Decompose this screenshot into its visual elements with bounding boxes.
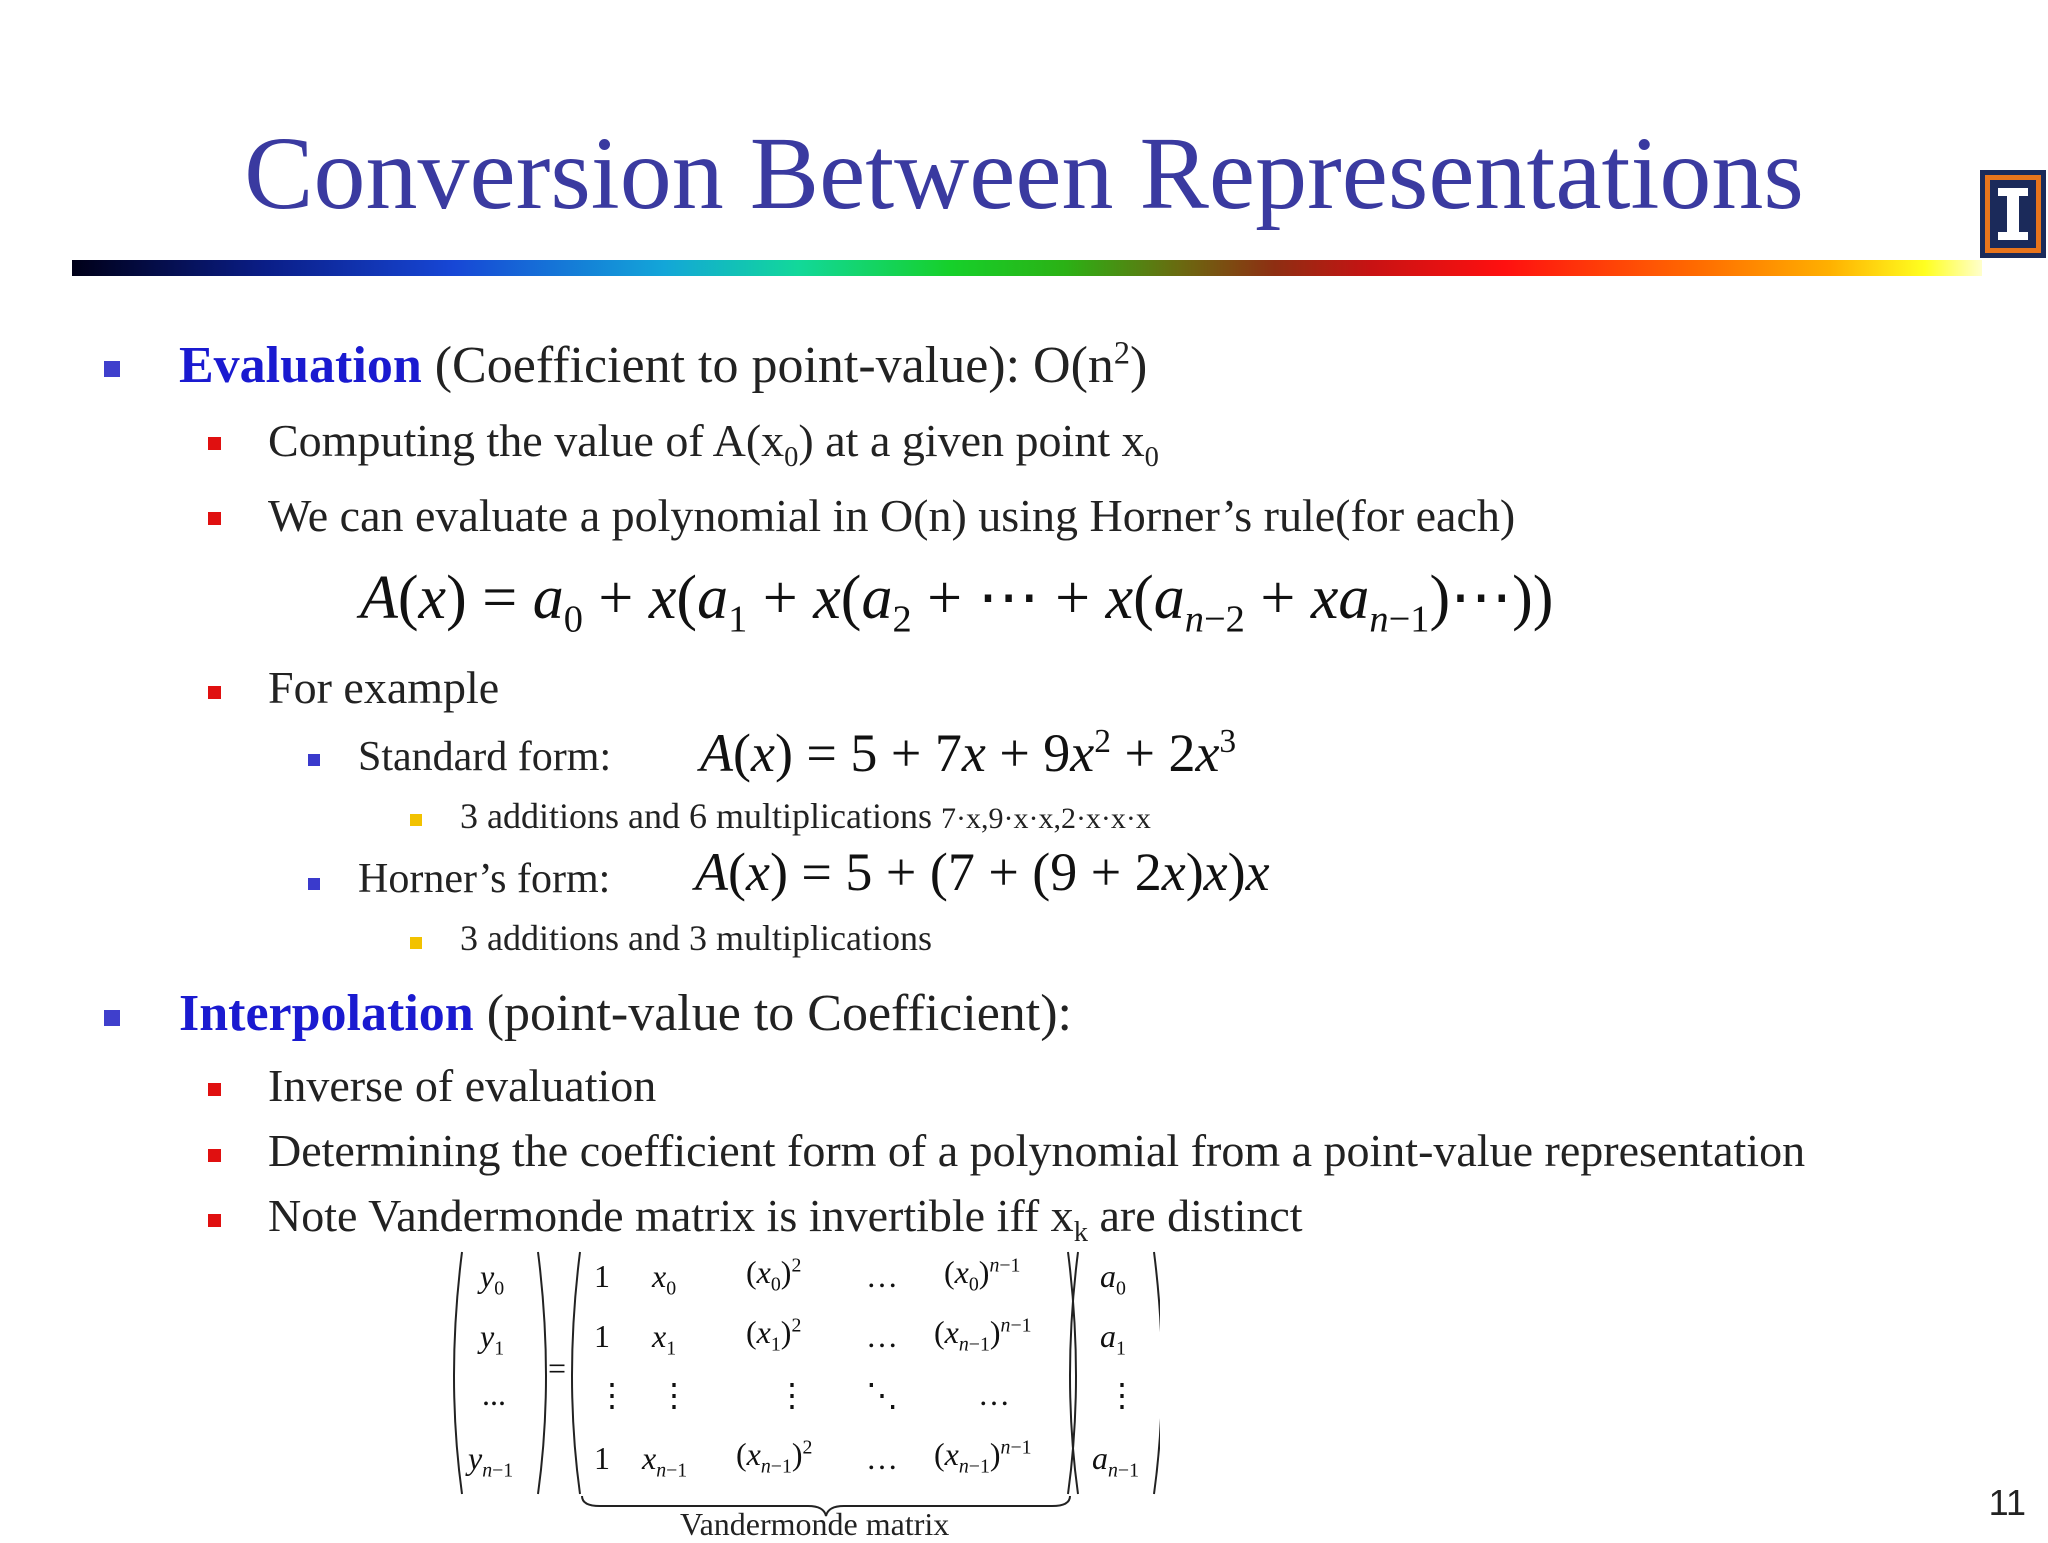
bullet-square [104,1010,120,1026]
matrix-cell: $(x_{n-1})^{n-1}$ [934,1436,1032,1478]
bullet-square [208,1214,221,1227]
matrix-cell: $a_{n-1}$ [1092,1440,1140,1482]
matrix-cell: 1 [594,1318,610,1354]
title-divider [72,260,1982,276]
slide-title: Conversion Between Representations [244,116,1804,231]
page-number: 11 [1988,1482,2026,1523]
matrix-cell: $x_0$ [652,1258,677,1300]
matrix-cell: 1 [594,1258,610,1294]
equals-sign: = [548,1350,567,1386]
bullet-square [308,878,320,890]
matrix-cell: $(x_0)^{n-1}$ [944,1254,1021,1296]
matrix-cell: ⋱ [866,1377,898,1413]
evaluation-desc: (Coefficient to point-value): O(n [434,337,1114,394]
matrix-cell: $(x_0)^2$ [746,1254,802,1296]
subscript: 0 [784,442,799,474]
matrix-cell: $x_1$ [652,1318,677,1360]
text-fragment: 3 additions and 6 multiplications [460,796,932,836]
bullet-square [410,937,422,949]
matrix-cell: $y_0$ [480,1258,505,1300]
text-fragment: Computing the value of A(x [268,415,785,466]
bullet-square [410,814,422,826]
text-fragment: ) at a given point x [798,415,1145,466]
horner-form-note: 3 additions and 3 multiplications [460,918,932,958]
matrix-cell: ⋮ [658,1377,690,1413]
bullet-square [208,1149,221,1162]
matrix-cell: $x_{n-1}$ [642,1440,688,1482]
bullet-square [104,361,120,377]
standard-form-label: Standard form: [358,734,612,780]
interpolation-bullet-inverse: Inverse of evaluation [268,1060,657,1111]
evaluation-bullet-example: For example [268,662,500,713]
vandermonde-equation [440,1248,1160,1542]
matrix-cell: $y_1$ [480,1318,505,1360]
matrix-cell: $(x_{n-1})^{n-1}$ [934,1314,1032,1356]
subscript: 0 [1144,442,1159,474]
matrix-cell: $(x_{n-1})^2$ [736,1436,813,1478]
university-logo [1980,170,2046,258]
interpolation-bullet-vandermonde [268,1190,1303,1249]
interpolation-desc: (point-value to Coefficient): [486,985,1072,1042]
matrix-cell: $y_{n-1}$ [468,1440,514,1482]
multiplication-list: 7·x,9·x·x,2·x·x·x [940,802,1151,835]
evaluation-bullet-computing [268,415,1159,474]
matrix-cell: … [866,1440,898,1476]
evaluation-keyword: Evaluation [179,337,422,394]
evaluation-exponent: 2 [1113,334,1131,371]
interpolation-heading [179,985,1072,1042]
matrix-cell: … [866,1258,898,1294]
matrix-cell: $a_1$ [1100,1318,1126,1360]
bullet-square [208,512,221,525]
matrix-cell: ⋮ [1106,1377,1138,1413]
horner-form-label: Horner’s form: [358,856,611,902]
matrix-cell: $(x_1)^2$ [746,1314,802,1356]
subscript: k [1073,1217,1088,1249]
bullet-square [208,437,221,450]
matrix-cell: ⋮ [596,1377,628,1413]
bullet-square [208,1083,221,1096]
evaluation-heading [179,334,1148,394]
matrix-cell: 1 [594,1440,610,1476]
horner-form-formula: A(x) = 5 + (7 + (9 + 2x)x)x [695,842,1270,902]
horner-rule-formula: $A(x) = a_0 + x(a_1 + x(a_2$ + ⋯ + $x(a_{n-2}$ + $xa_{n-1})\cdots$)) [360,564,1554,641]
evaluation-close: ) [1130,337,1148,394]
matrix-cell: ... [482,1376,506,1412]
matrix-cell: $a_0$ [1100,1258,1126,1300]
standard-form-formula: $A(x) = 5 + 7x + 9x^2 + 2x^3$ [700,723,1237,783]
standard-form-note [460,798,1151,834]
vandermonde-label: Vandermonde matrix [680,1506,950,1542]
interpolation-bullet-determining: Determining the coefficient form of a polynomial from a point-value representation [268,1125,1806,1176]
matrix-cell: … [866,1318,898,1354]
bullet-square [208,686,221,699]
evaluation-bullet-horner: We can evaluate a polynomial in O(n) using Horner’s rule(for each) [268,490,1516,541]
bullet-square [308,754,320,766]
text-fragment: Note Vandermonde matrix is invertible iff x [268,1190,1074,1241]
matrix-cell: … [978,1376,1010,1412]
text-fragment: are distinct [1087,1190,1303,1241]
matrix-cell: ⋮ [776,1377,808,1413]
interpolation-keyword: Interpolation [179,985,474,1042]
